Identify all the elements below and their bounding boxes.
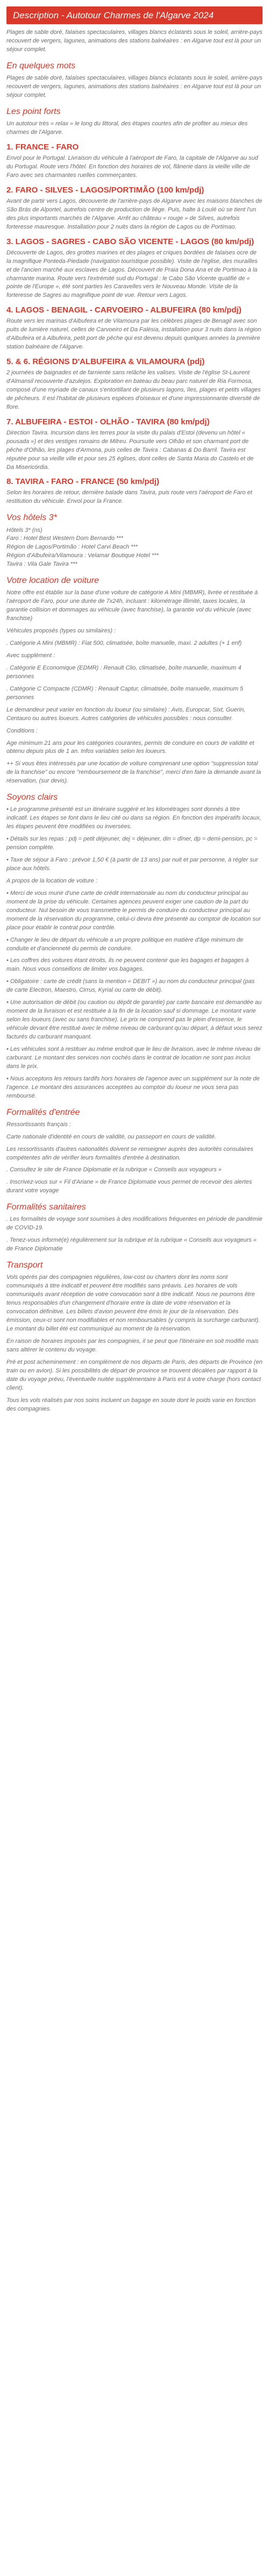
location-paragraph: . Catégorie C Compacte (CDMR) : Renault Captur, climatisée, boîte manuelle, maximum 5 personnes — [6, 685, 244, 701]
location-paragraph: Le demandeur peut varier en fonction du loueur (ou similaire) : Avis, Europcar, Sixt, Guerin, Centauro ou autres loueurs. Autres catégories de véhicules possibles : nous consulter. — [6, 706, 245, 722]
location-paragraph: Véhicules proposés (types ou similaires) : — [6, 628, 116, 635]
location-paragraph: . Catégorie E Economique (EDMR) : Renault Clio, climatisée, boîte manuelle, maximum 4 personnes — [6, 664, 242, 680]
formalites-paragraph: Les ressortissants d'autres nationalités doivent se renseigner auprès des autorités consulaires compétentes afin de vérifier leurs formalités d'entrée à destination. — [6, 1145, 253, 1161]
stage-text: Direction Tavira. Incursion dans les terres pour la visite du palais d'Estoi (devenu un hôtel « pousada ») et des vestiges romains de Milreu. Poursuite vers Olhão et son charmant port de pêche d'Olhão, les plages d'Armona, puis celles de Tavira : Cabanas & Do Barril. Tavira est réputée pour sa vieille ville et pour ses 25 églises, dont celles de Santa Maria do Castelo et de Da Misericórdia. — [6, 429, 254, 471]
itinerary — [6, 143, 263, 506]
hotel-line: Hôtels 3* (ns) — [6, 526, 43, 533]
location-paragraph: Notre offre est établie sur la base d'une voiture de catégorie A Mini (MBMR), livrée et restituée à l'aéroport de Faro, pour une durée de 7x24h, incluant : kilométrage illimité, taxes locales, la garantie collision et dommages au véhicule (avec franchise), la garantie vol du véhicule (avec franchise) — [6, 589, 258, 622]
stage-text: Découverte de Lagos, des grottes marines et des plages et criques bordées de falaises ocre de la magnifique Ponteda-Piedade (navigation touristique possible). Visite de l'église, des murailles et de l'ancien marché aux esclaves de Lagos. Découvert de Praia Dona Ana et de Portimao à la charmante marina. Route vers l'extrémité sud du Portugal : le Cabo São Vicente qualifié de « pointe de l'Europe », été sont parties les Caravelles vers le Nouveau Monde. Visite de la forteresse de Sagres au magnifique point de vue. Retour vers Lagos. — [6, 249, 258, 299]
soyons-clairs-paragraph: • Le programme présenté est un itinéraire suggéré et les kilométrages sont donnés à titre indicatif. Les étapes se font dans le lieu cité ou dans sa région. En fonction des impératifs locaux, les étapes peuvent être modifiées ou inversées. — [6, 806, 261, 830]
section-title-points-forts: Les point forts — [6, 107, 61, 117]
formalites-paragraph: Carte nationale d'identité en cours de validité, ou passeport en cours de validité. — [6, 1133, 216, 1140]
formalites-paragraph: . Consultez le site de France Diplomatie et la rubrique « Conseils aux voyageurs » — [6, 1166, 222, 1173]
soyons-clairs-paragraph: • Changer le lieu de départ du véhicule a un propre politique en matière d'âge minimum de conduite et d'ancienneté du permis de conduire. — [6, 936, 244, 952]
soyons-clairs-paragraph: • Nous acceptons les retours tardifs hors horaires de l'agence avec un supplément sur la note de l'agence. Le montant des assurances acceptées au comptoir du loueur ne vous sera pas remboursé. — [6, 1075, 260, 1099]
hotel-line: Faro : Hotel Best Western Dom Bernardo *** — [6, 535, 123, 542]
stage-text: Avant de partir vers Lagos, découverte de l'arrière-pays de Algarve avec les maisons blanches de São Brás de Alportel, autrefois centre de production de liège. Puis, halte à Loulé où se tient l'un des plus importants marchés de l'Algarve. Arrêt au château « rouge » de Silves, autrefois forteresse mauresque. Installation pour 2 nuits dans la région de Lagos ou de Portimao. — [6, 197, 263, 230]
soyons-clairs-paragraph: • Détails sur les repas : pdj = petit déjeuner, dej = déjeuner, din = dîner, dp = demi-pension, pc = pension complète. — [6, 836, 258, 851]
soyons-clairs-paragraph: • Obligatoire : carte de crédit (sans la mention « DEBIT ») au nom du conducteur principal (pas de carte Electron, Maestro, Cirrus, Kyrial ou carte de débit). — [6, 978, 255, 994]
stage-title: 3. LAGOS - SAGRES - CABO SÃO VICENTE - LAGOS (80 km/pdj) — [6, 237, 254, 246]
section-title-soyons-clairs: Soyons clairs — [6, 793, 58, 802]
hotel-line: Région de Lagos/Portimão : Hotel Carvi Beach *** — [6, 544, 138, 551]
stage-title: 7. ALBUFEIRA - ESTOI - OLHÃO - TAVIRA (80 km/pdj) — [6, 417, 210, 426]
formalites-paragraph: Ressortissants français : — [6, 1121, 71, 1128]
stage-title: 2. FARO - SILVES - LAGOS/PORTIMÃO (100 km/pdj) — [6, 185, 204, 195]
en-quelques-mots-text: Plages de sable doré, falaises spectaculaires, villages blancs éclatants sous le soleil, arrière-pays recouvert de vergers, lagunes, animations des stations balnéaires : en Algarve tout est là pour un séjour complet. — [6, 75, 263, 99]
hotels-list — [6, 526, 263, 570]
location-paragraph: Conditions : — [6, 727, 38, 734]
location-paragraph: . Catégorie A Mini (MBMR) : Fiat 500, climatisée, boîte manuelle, maxi. 2 adultes (+ 1 enf) — [6, 640, 242, 647]
soyons-clairs-paragraph: A propos de la location de voiture : — [6, 877, 97, 884]
section-title-formalites: Formalités d'entrée — [6, 1107, 80, 1117]
section-title-transport: Transport — [6, 1261, 43, 1270]
section-title-en-quelques-mots: En quelques mots — [6, 61, 76, 71]
stage-text: Selon les horaires de retour, dernière balade dans Tavira, puis route vers l'aéroport de Faro et restitution du véhicule. Envol pour la France. — [6, 489, 252, 505]
location-paragraph: Avec supplément : — [6, 652, 55, 659]
transport-paragraph: Tous les vols réalisés par nos soins incluent un bagage en soute dont le poids varie en fonction des compagnies. — [6, 1397, 256, 1412]
formalites-paragraph: . Inscrivez-vous sur « Fil d'Ariane » de France Diplomatie vous permet de recevoir des alertes durant votre voyage — [6, 1179, 252, 1194]
stage-text: 2 journées de baignades et de farniente sans relâche les valises. Visite de l'église St-Laurent d'Almansil recouverte d'azulejos. Exploration en bateau du beau parc naturel de Ria Formosa, composé d'une myriade de canaux s'entortillant de plusieurs lagons, îles, plages et petits villages de pêcheurs. Il est l'habitat de plusieurs espèces d'oiseaux et d'une impressionnante diversité de flore. — [6, 369, 261, 410]
soyons-clairs-paragraph: • Les coffres des voitures étant étroits, ils ne peuvent contenir que les bagages et bagages à main. Nous vous conseillons de limiter vos bagages. — [6, 957, 249, 973]
section-title-hotels: Vos hôtels 3* — [6, 513, 57, 523]
transport-paragraph: En raison de horaires imposés par les compagnies, il se peut que l'itinéraire en soit modifié mais sans altérer le contenu du voyage. — [6, 1337, 259, 1353]
soyons-clairs-paragraph: • Merci de vous munir d'une carte de crédit internationale au nom du conducteur principal au moment de la prise du véhicule. Certaines agences peuvent exiger une caution de la part du conducteur. Nul besoin de vous transmettre le permis de conduire du conducteur principal au moment de la réservation du programme, celui-ci devra être présenté au comptoir de location sur place pour établir le contrat pour contrôle. — [6, 889, 261, 931]
stage-text: Envol pour le Portugal. Livraison du véhicule à l'aéroport de Faro, la capitale de l'Algarve au sud du Portugal. Route vers l'hôtel. En fonction des horaires de vol, flânerie dans la vieille ville de Faro avec ses charmantes ruelles commerçantes. — [6, 155, 258, 179]
hotel-line: Tavira : Vila Gale Tavira *** — [6, 561, 77, 568]
section-title-location: Votre location de voiture — [6, 576, 99, 586]
soyons-clairs-paragraph: • Une autorisation de débit (ou caution ou dépôt de garantie) par carte bancaire est demandée au moment de la livraison et est restituée à la fin de la location sauf si dommage. Le montant varie selon les loueurs (avec ou sans franchise). Le prix ne comprend pas le plein d'essence, le véhicule devant être restitué avec le même niveau de carburant qu'au départ, à défaut vous serez facturés du carburant manquant. — [6, 999, 263, 1040]
page-footer-spacer — [6, 1417, 263, 1428]
stage-title: 1. FRANCE - FARO — [6, 143, 79, 152]
page-banner — [6, 6, 263, 24]
soyons-clairs-paragraph: • Les véhicules sont à restituer au même endroit que le lieu de livraison, avec le même niveau de carburant. Le montant des services non cochés dans le contrat de location ne sont pas inclus dans le prix. — [6, 1045, 261, 1070]
transport-paragraph: Vols opérés par des compagnies régulières, low-cost ou charters dont les noms sont communiqués à titre indicatif et peuvent être modifiés sans préavis. Les horaires de vols communiqués avant réception de votre convocation sont à titre indicatif. Nous ne pourrons être tenus responsables d'un changement d'horaire entre la date de votre réservation et la convocation définitive. Les billets d'avion peuvent être émis le jour de la réservation. Dès émission, ceux-ci sont non modifiables et non remboursables (y compris la surcharge carburant). Le montant du billet été est communiqué au moment de la réservation. — [6, 1274, 260, 1332]
stage-title: 4. LAGOS - BENAGIL - CARVOEIRO - ALBUFEIRA (80 km/pdj) — [6, 305, 242, 315]
stage-title: 5. & 6. RÉGIONS D'ALBUFEIRA & VILAMOURA (pdj) — [6, 357, 205, 367]
stage-text: Route vers les marinas d'Albufeira et de Vilamoura par les célèbres plages de Benagil avec son puits de lumière naturel, celles de Carvoeiro et Da Falésia, installation pour 3 nuits dans la région d'Albufeira et à Albufeira, petit port de pêche qui est devenu depuis quelques années la première station balnéaire de l'Algarve. — [6, 318, 261, 351]
hotel-line: Région d'Albufeira/Vilamoura : Velamar Boutique Hotel *** — [6, 552, 159, 559]
sanitaires-paragraph: . Tenez-vous informé(e) régulièrement sur la rubrique et la rubrique « Conseils aux voyageurs » de France Diplomatie — [6, 1237, 257, 1253]
transport-paragraph: Pré et post acheminement : en complément de nos départs de Paris, des départs de Province (en train ou en avion). Si les possibilités de départ de province se trouvent décalées par rapport à la date du voyage prévu, l'éventuelle nuitée supplémentaire à Paris est à votre charge (hors contact client). — [6, 1358, 263, 1391]
points-forts-text: Un autotour très « relax » le long du littoral, des étapes courtes afin de profiter au mieux des charmes de l'Algarve. — [6, 120, 248, 136]
page-title: Description - Autotour Charmes de l'Algarve 2024 — [13, 10, 214, 20]
soyons-clairs-paragraph: • Taxe de séjour à Faro : prévoir 1,50 € (à partir de 13 ans) par nuit et par personne, à régler sur place aux hôtels. — [6, 857, 258, 872]
location-paragraph: Age minimum 21 ans pour les catégories courantes, permis de conduire en cours de validité et obtenu depuis plus de 1 an. Infos variables selon les loueurs. — [6, 739, 254, 755]
section-title-sanitaires: Formalités sanitaires — [6, 1202, 86, 1212]
stage-title: 8. TAVIRA - FARO - FRANCE (50 km/pdj) — [6, 477, 159, 487]
intro-text: Plages de sable doré, falaises spectaculaires, villages blancs éclatants sous le soleil, arrière-pays recouvert de vergers, lagunes, animations des stations balnéaires : en Algarve tout est là pour un séjour complet. — [6, 29, 263, 53]
location-paragraph: ++ Si vous êtes intéressés par une location de voiture comprenant une option "suppression total de la franchise" ou encore "remboursement de la franchise", merci d'en faire la demande avant la réservation, (sur devis). — [6, 760, 261, 785]
sanitaires-paragraph: . Les formalités de voyage sont soumises à des modifications fréquentes en période de pandémie de COVID-19. — [6, 1216, 263, 1232]
